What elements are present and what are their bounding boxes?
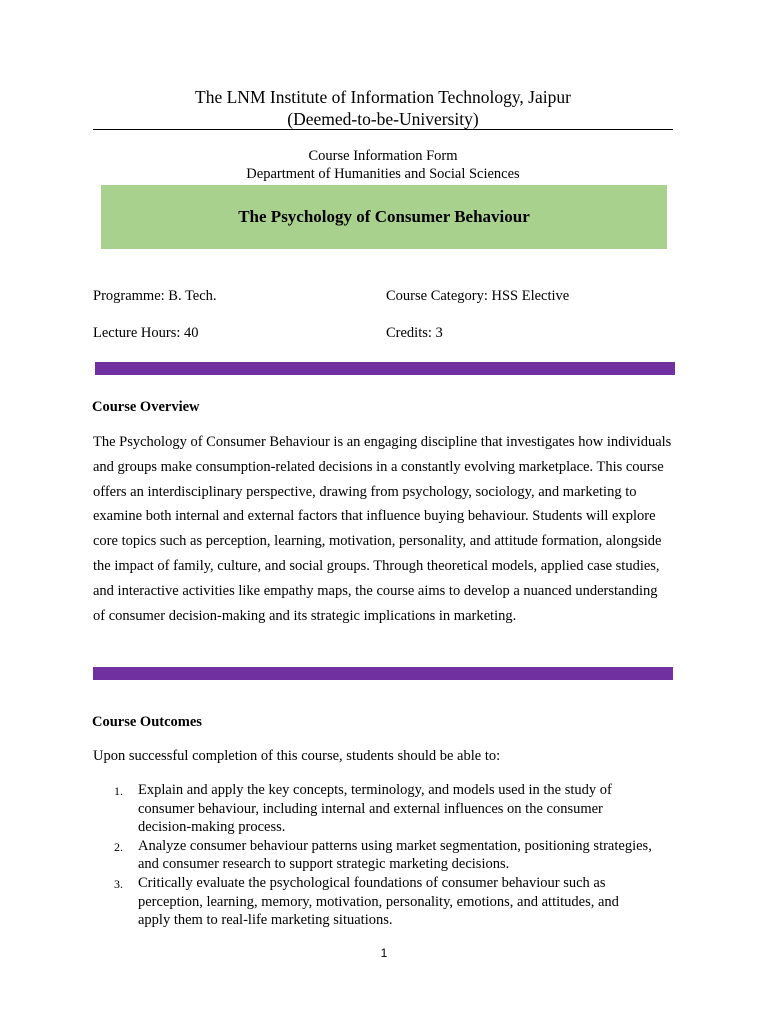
outcome-item (93, 781, 653, 837)
outcome-text: Explain and apply the key concepts, terminology, and models used in the study of consumer behaviour, including internal and external influences on the consumer decision-making process. (138, 782, 612, 836)
section-divider-bottom (93, 667, 673, 680)
course-outcomes-heading: Course Outcomes (92, 714, 202, 730)
outcome-item (93, 874, 653, 930)
lecture-hours-field: Lecture Hours: 40 (93, 325, 199, 341)
course-overview-text: The Psychology of Consumer Behaviour is an engaging discipline that investigates how individuals and groups make consumption-related decisions in a constantly evolving marketplace. This course offers an interdisciplinary perspective, drawing from psychology, sociology, and marketing to examine both internal and external factors that influence buying behaviour. Students will explore core topics such as perception, learning, motivation, personality, and attitude formation, alongside the impact of family, culture, and social groups. Through theoretical models, applied case studies, and interactive activities like empathy maps, the course aims to develop a nuanced understanding of consumer decision-making and its strategic implications in marketing. (93, 434, 672, 624)
institute-header (93, 86, 673, 130)
form-subheader (93, 147, 673, 183)
outcome-number: 2. (114, 839, 123, 854)
outcome-item (93, 837, 653, 874)
course-overview-heading: Course Overview (92, 399, 200, 415)
outcome-number: 1. (114, 784, 123, 798)
outcome-text: Analyze consumer behaviour patterns using market segmentation, positioning strategies, and consumer research to support strategic marketing decisions. (138, 837, 652, 873)
page-number: 1 (380, 946, 388, 960)
outcomes-list (93, 781, 653, 930)
course-category-field: Course Category: HSS Elective (386, 288, 570, 304)
form-name: Course Information Form (308, 148, 458, 164)
outcome-number: 3. (114, 876, 123, 891)
course-title: The Psychology of Consumer Behaviour (238, 207, 530, 226)
outcomes-intro: Upon successful completion of this course, students should be able to: (93, 748, 501, 764)
programme-field: Programme: B. Tech. (93, 288, 217, 304)
department-name: Department of Humanities and Social Sciences (246, 166, 520, 182)
outcome-text: Critically evaluate the psychological foundations of consumer behaviour such as perception, learning, memory, motivation, personality, emotions, and attitudes, and apply them to real-life marketing situations. (138, 874, 619, 929)
institute-status: (Deemed-to-be-University) (287, 109, 479, 129)
header-rule (93, 129, 673, 130)
institute-name: The LNM Institute of Information Technology, Jaipur (195, 87, 571, 107)
course-title-banner (101, 185, 667, 249)
credits-field: Credits: 3 (386, 325, 443, 341)
section-divider-top (95, 362, 675, 375)
